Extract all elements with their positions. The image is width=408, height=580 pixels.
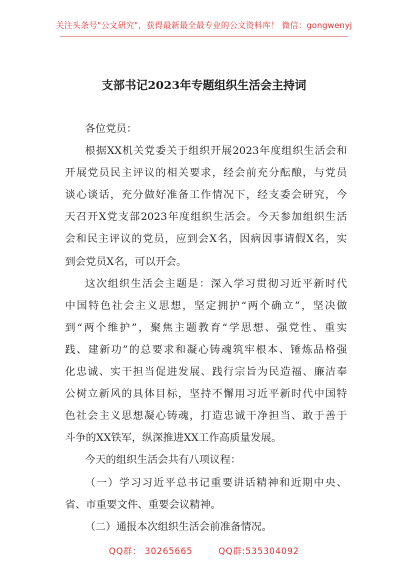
body-line: 公树立新风的具体目标，坚持不懈用习近平新时代中国特: [65, 388, 347, 401]
body-line: 会和民主评议的党员，应到会X名，因病因事请假X名，实: [65, 233, 347, 246]
body-line: 开展党员民主评议的相关要求，经会前充分酝酿，与党员: [65, 167, 347, 180]
document-body: [65, 118, 347, 538]
body-line: 谈心谈话，充分做好准备工作情况下，经支委会研究，今: [65, 189, 347, 202]
body-line: 斗争的XX铁军，纵深推进XX工作高质量发展。: [65, 432, 282, 445]
body-line: 根据XX机关党委关于组织开展2023年度组织生活会和: [85, 145, 347, 158]
body-line: 色社会主义思想凝心铸魂，打造忠诚干净担当、敢于善于: [65, 410, 347, 423]
body-line: 践、建新功”的总要求和凝心铸魂筑牢根本、锤炼品格强: [65, 343, 347, 356]
salutation: 各位党员：: [85, 123, 137, 135]
body-line: （二）通报本次组织生活会前准备情况。: [85, 520, 273, 533]
footer-contact: QQ群： 30265665 QQ群:535304092: [108, 547, 300, 557]
body-line: 到会党员X名，可以开会。: [65, 255, 187, 268]
body-line: （一）学习习近平总书记重要讲话精神和近期中央、: [85, 476, 347, 489]
body-line: 到“两个维护”，聚焦主题教育“学思想、强党性、重实: [65, 321, 347, 334]
header-divider: [60, 36, 348, 37]
document-title: 支部书记2023年专题组织生活会主持词: [101, 78, 307, 92]
body-line: 中国特色社会主义思想，坚定拥护“两个确立”，坚决做: [65, 299, 347, 312]
body-line: 化忠诚、实干担当促进发展、践行宗旨为民造福、廉洁奉: [65, 366, 347, 379]
body-line: 这次组织生活会主题是：深入学习贯彻习近平新时代: [85, 277, 347, 290]
body-line: 省、市重要文件、重要会议精神。: [65, 498, 221, 511]
body-line: 天召开X党支部2023年度组织生活会。今天参加组织生活: [65, 211, 347, 224]
body-line: 今天的组织生活会共有八项议程：: [85, 454, 241, 467]
header-banner: 关注头条号"公文研究"，获得最新最全最专业的公文资料库！ 微信：gongwenyj: [55, 20, 353, 30]
